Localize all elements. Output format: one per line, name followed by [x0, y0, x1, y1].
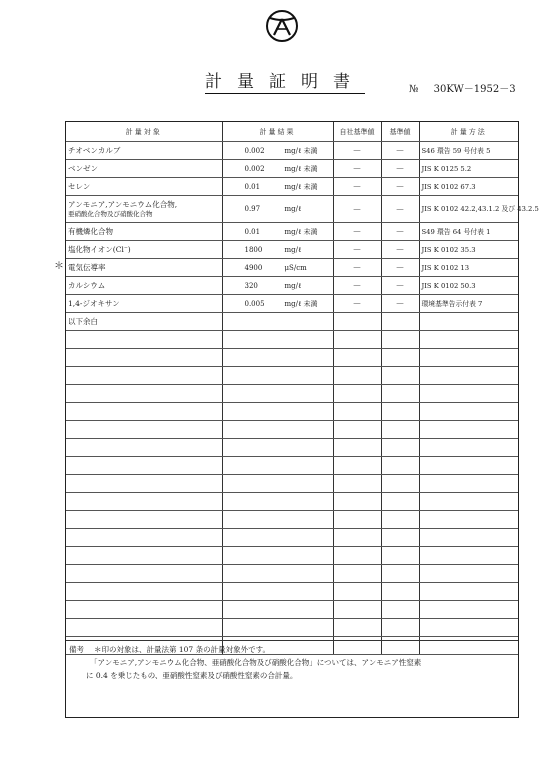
table-row	[66, 259, 518, 277]
blank-row	[66, 547, 518, 565]
end-of-data-text: 以下余白	[68, 317, 98, 326]
empty-cell	[66, 439, 222, 457]
empty-cell	[222, 493, 333, 511]
empty-cell	[66, 457, 222, 475]
empty-cell	[66, 583, 222, 601]
empty-cell	[419, 601, 518, 619]
empty-cell	[333, 331, 381, 349]
standard-cell: －	[381, 295, 419, 313]
empty-cell	[333, 457, 381, 475]
standard-cell: －	[381, 160, 419, 178]
item-cell	[66, 259, 222, 277]
item-cell	[66, 178, 222, 196]
empty-cell	[333, 547, 381, 565]
empty-cell	[381, 583, 419, 601]
empty-cell	[333, 475, 381, 493]
empty-cell	[222, 331, 333, 349]
empty-cell	[66, 511, 222, 529]
empty-cell	[419, 583, 518, 601]
method-cell: S49 環告 64 号付表 1	[419, 223, 518, 241]
blank-row	[66, 385, 518, 403]
empty-cell	[333, 565, 381, 583]
blank-row	[66, 403, 518, 421]
blank-row	[66, 529, 518, 547]
result-unit: mg/ℓ	[284, 281, 302, 290]
empty-cell	[419, 313, 518, 331]
result-cell	[222, 223, 333, 241]
result-cell	[222, 295, 333, 313]
empty-cell	[222, 529, 333, 547]
table-row	[66, 277, 518, 295]
result-value: 0.01	[244, 182, 261, 191]
end-row	[66, 313, 518, 331]
empty-cell	[333, 601, 381, 619]
remarks-label: 備考	[69, 645, 84, 654]
result-value: 0.005	[244, 299, 265, 308]
empty-cell	[222, 457, 333, 475]
empty-cell	[381, 421, 419, 439]
result-value: 1800	[244, 245, 263, 254]
empty-cell	[333, 529, 381, 547]
standard-cell: －	[381, 241, 419, 259]
empty-cell	[66, 493, 222, 511]
empty-cell	[66, 529, 222, 547]
empty-cell	[66, 349, 222, 367]
empty-cell	[381, 601, 419, 619]
empty-cell	[222, 439, 333, 457]
item-cell	[66, 223, 222, 241]
blank-row	[66, 331, 518, 349]
empty-cell	[333, 511, 381, 529]
result-value: 0.002	[244, 164, 265, 173]
item-cell	[66, 277, 222, 295]
method-cell: S46 環告 59 号付表 5	[419, 142, 518, 160]
empty-cell	[66, 601, 222, 619]
method-cell: JIS K 0102 50.3	[419, 277, 518, 295]
table-row	[66, 142, 518, 160]
empty-cell	[381, 547, 419, 565]
table-row	[66, 196, 518, 223]
empty-cell	[66, 475, 222, 493]
empty-cell	[419, 529, 518, 547]
empty-cell	[333, 619, 381, 637]
item-cell	[66, 142, 222, 160]
result-cell	[222, 241, 333, 259]
blank-row	[66, 421, 518, 439]
table-header-row	[66, 122, 518, 142]
method-cell: JIS K 0102 67.3	[419, 178, 518, 196]
empty-cell	[419, 331, 518, 349]
item-name: カルシウム	[68, 281, 106, 290]
table-row	[66, 178, 518, 196]
empty-cell	[381, 385, 419, 403]
empty-cell	[419, 367, 518, 385]
company-standard-cell: －	[333, 196, 381, 223]
item-name: チオベンカルブ	[68, 146, 121, 155]
empty-cell	[222, 583, 333, 601]
blank-row	[66, 439, 518, 457]
result-value: 0.002	[244, 146, 265, 155]
remarks-line-3: に 0.4 を乗じたもの、亜硝酸性窒素及び硝酸性窒素の合計量。	[86, 671, 298, 680]
result-unit: mg/ℓ 未満	[284, 182, 318, 191]
header-item: 計量対象	[66, 122, 222, 142]
empty-cell	[66, 421, 222, 439]
end-of-data-cell	[66, 313, 222, 331]
item-name: 有機燐化合物	[68, 227, 113, 236]
result-unit: mg/ℓ 未満	[284, 227, 318, 236]
empty-cell	[381, 619, 419, 637]
result-cell	[222, 142, 333, 160]
item-name: 塩化物イオン(Cl⁻)	[68, 245, 131, 254]
empty-cell	[333, 439, 381, 457]
item-cell	[66, 160, 222, 178]
result-unit: mg/ℓ	[284, 245, 302, 254]
empty-cell	[381, 565, 419, 583]
method-cell: JIS K 0102 13	[419, 259, 518, 277]
empty-cell	[222, 367, 333, 385]
empty-cell	[222, 385, 333, 403]
empty-cell	[222, 601, 333, 619]
result-unit: mg/ℓ	[284, 205, 302, 213]
blank-row	[66, 583, 518, 601]
result-cell	[222, 259, 333, 277]
empty-cell	[66, 403, 222, 421]
empty-cell	[381, 511, 419, 529]
empty-cell	[66, 385, 222, 403]
empty-cell	[419, 493, 518, 511]
remarks-line-2: 「アンモニア,アンモニウム化合物、亜硝酸化合物及び硝酸化合物」については、アンモニア性窒素	[90, 658, 422, 667]
table-row	[66, 241, 518, 259]
blank-row	[66, 367, 518, 385]
company-logo	[264, 8, 300, 44]
item-name: アンモニア,アンモニウム化合物,	[68, 200, 178, 209]
empty-cell	[333, 403, 381, 421]
empty-cell	[381, 403, 419, 421]
result-unit: mg/ℓ 未満	[284, 146, 318, 155]
empty-cell	[222, 421, 333, 439]
result-value: 0.97	[244, 205, 261, 213]
company-standard-cell: －	[333, 160, 381, 178]
empty-cell	[381, 367, 419, 385]
method-cell: JIS K 0102 42.2,43.1.2 及び 43.2.5	[419, 196, 518, 223]
company-standard-cell: －	[333, 277, 381, 295]
number-label: №	[409, 84, 419, 95]
result-cell	[222, 178, 333, 196]
item-cell	[66, 196, 222, 223]
remarks-section	[66, 640, 518, 717]
method-cell: 環境基準告示付表 7	[419, 295, 518, 313]
document-number	[409, 80, 516, 95]
company-standard-cell: －	[333, 178, 381, 196]
measurement-table-frame	[65, 121, 539, 718]
item-name-line2: 亜硝酸化合物及び硝酸化合物	[68, 210, 153, 218]
result-unit: μS/cm	[284, 263, 307, 272]
empty-cell	[419, 349, 518, 367]
company-standard-cell: －	[333, 142, 381, 160]
empty-cell	[333, 493, 381, 511]
blank-row	[66, 349, 518, 367]
empty-cell	[66, 565, 222, 583]
empty-cell	[333, 367, 381, 385]
empty-cell	[419, 385, 518, 403]
empty-cell	[222, 349, 333, 367]
blank-row	[66, 565, 518, 583]
header-company-standard: 自社基準値	[333, 122, 381, 142]
empty-cell	[222, 619, 333, 637]
document-title: 計量証明書	[205, 72, 365, 92]
empty-cell	[333, 385, 381, 403]
result-cell	[222, 160, 333, 178]
item-name: 電気伝導率	[68, 263, 106, 272]
item-cell	[66, 241, 222, 259]
company-standard-cell: －	[333, 223, 381, 241]
table-row	[66, 295, 518, 313]
empty-cell	[222, 511, 333, 529]
result-unit: mg/ℓ 未満	[284, 299, 318, 308]
empty-cell	[381, 475, 419, 493]
empty-cell	[222, 475, 333, 493]
empty-cell	[333, 349, 381, 367]
result-unit: mg/ℓ 未満	[284, 164, 318, 173]
standard-cell: －	[381, 142, 419, 160]
empty-cell	[222, 313, 333, 331]
empty-cell	[66, 331, 222, 349]
header-standard: 基準値	[381, 122, 419, 142]
result-value: 4900	[244, 263, 263, 272]
table-row	[66, 223, 518, 241]
result-cell	[222, 196, 333, 223]
blank-row	[66, 601, 518, 619]
empty-cell	[381, 457, 419, 475]
blank-row	[66, 493, 518, 511]
method-cell: JIS K 0102 35.3	[419, 241, 518, 259]
result-cell	[222, 277, 333, 295]
item-name: ベンゼン	[68, 164, 98, 173]
company-standard-cell: －	[333, 241, 381, 259]
empty-cell	[381, 493, 419, 511]
empty-cell	[333, 421, 381, 439]
empty-cell	[333, 313, 381, 331]
empty-cell	[222, 547, 333, 565]
asterisk-mark: ＊	[54, 261, 64, 272]
header-result: 計量結果	[222, 122, 333, 142]
item-name: セレン	[68, 182, 91, 191]
empty-cell	[419, 457, 518, 475]
empty-cell	[381, 331, 419, 349]
empty-cell	[419, 403, 518, 421]
standard-cell: －	[381, 259, 419, 277]
measurement-table	[66, 122, 539, 655]
empty-cell	[419, 619, 518, 637]
empty-cell	[381, 439, 419, 457]
blank-row	[66, 511, 518, 529]
empty-cell	[419, 439, 518, 457]
item-cell	[66, 295, 222, 313]
standard-cell: －	[381, 178, 419, 196]
number-value: 30KW－1952－3	[433, 84, 516, 95]
standard-cell: －	[381, 196, 419, 223]
header-method: 計量方法	[419, 122, 518, 142]
empty-cell	[222, 403, 333, 421]
blank-row	[66, 475, 518, 493]
empty-cell	[66, 547, 222, 565]
table-row	[66, 160, 518, 178]
empty-cell	[381, 529, 419, 547]
empty-cell	[419, 565, 518, 583]
standard-cell: －	[381, 277, 419, 295]
remarks-line-1: ＊印の対象は、計量法第 107 条の計量対象外です。	[94, 645, 270, 654]
empty-cell	[222, 565, 333, 583]
empty-cell	[66, 367, 222, 385]
empty-cell	[419, 511, 518, 529]
item-name: 1,4-ジオキサン	[68, 299, 120, 308]
blank-row	[66, 457, 518, 475]
company-standard-cell: －	[333, 295, 381, 313]
company-standard-cell: －	[333, 259, 381, 277]
empty-cell	[381, 313, 419, 331]
empty-cell	[66, 619, 222, 637]
result-value: 0.01	[244, 227, 261, 236]
result-value: 320	[244, 281, 258, 290]
empty-cell	[419, 475, 518, 493]
blank-row	[66, 619, 518, 637]
empty-cell	[419, 547, 518, 565]
empty-cell	[419, 421, 518, 439]
standard-cell: －	[381, 223, 419, 241]
empty-cell	[381, 349, 419, 367]
empty-cell	[333, 583, 381, 601]
method-cell: JIS K 0125 5.2	[419, 160, 518, 178]
